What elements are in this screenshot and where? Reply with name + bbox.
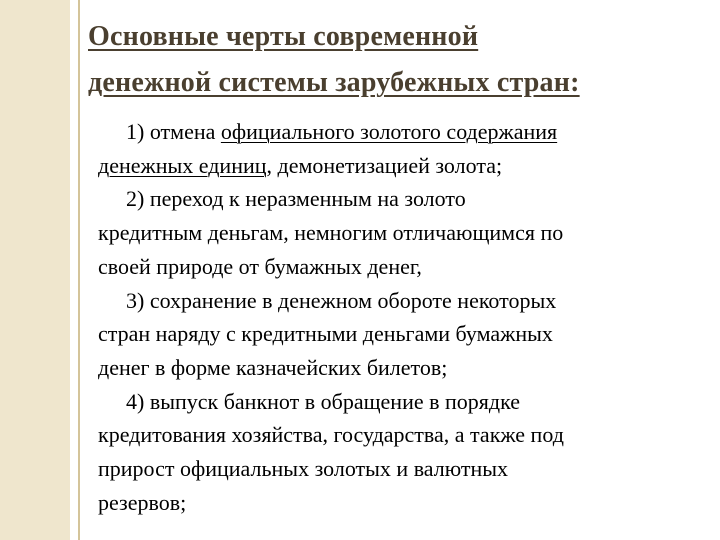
body-line-7: стран наряду с кредитными деньгами бумажных	[98, 321, 553, 347]
slide-body	[98, 115, 710, 519]
underlined-phrase-official-gold-content: официального золотого содержания	[220, 119, 558, 144]
body-line-1	[98, 115, 710, 149]
body-line-12: резервов;	[98, 489, 187, 515]
title-line-2: денежной системы зарубежных стран:	[88, 67, 580, 98]
body-line-8: денег в форме казначейских билетов;	[98, 354, 448, 380]
decorative-vertical-line	[78, 0, 80, 540]
body-line-3: 2) переход к неразменным на золото	[126, 186, 466, 212]
body-line-2-tail: , демонетизацией золота;	[266, 152, 503, 178]
decorative-side-band	[0, 0, 70, 540]
body-line-4: кредитным деньгам, немногим отличающимся по	[98, 220, 564, 246]
body-line-1-lead: 1) отмена	[126, 119, 221, 144]
body-line-2	[98, 149, 710, 183]
body-line-5: своей природе от бумажных денег,	[98, 253, 422, 279]
body-line-11: прирост официальных золотых и валютных	[98, 456, 509, 482]
body-line-9: 4) выпуск банкнот в обращение в порядке	[126, 388, 520, 414]
slide-title	[88, 14, 708, 106]
body-line-10: кредитования хозяйства, государства, а также под	[98, 422, 564, 448]
underlined-phrase-monetary-units: денежных единиц	[98, 152, 267, 178]
body-line-6: 3) сохранение в денежном обороте некоторых	[126, 287, 557, 313]
title-line-1: Основные черты современной	[88, 21, 479, 52]
